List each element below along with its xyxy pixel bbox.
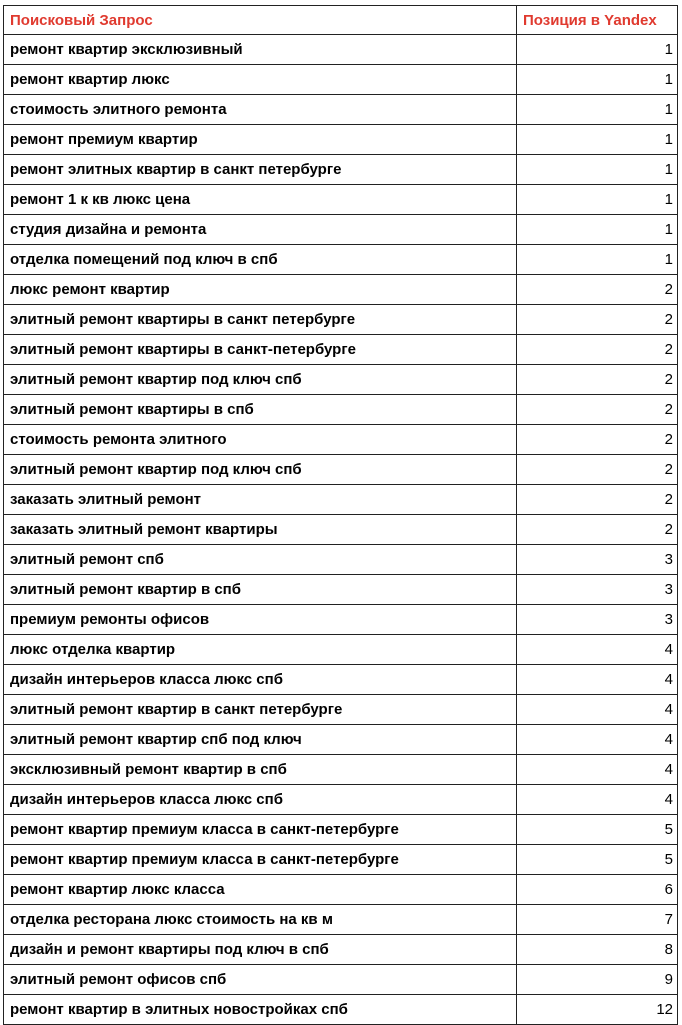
position-cell[interactable]: 2	[517, 425, 678, 455]
query-cell[interactable]: ремонт квартир премиум класса в санкт-петербурге	[4, 815, 517, 845]
query-cell[interactable]: элитный ремонт квартир спб под ключ	[4, 725, 517, 755]
query-cell[interactable]: заказать элитный ремонт	[4, 485, 517, 515]
table-row	[4, 155, 678, 185]
header-position[interactable]: Позиция в Yandex	[517, 6, 678, 35]
position-cell[interactable]: 1	[517, 125, 678, 155]
position-cell[interactable]: 2	[517, 305, 678, 335]
position-cell[interactable]: 3	[517, 575, 678, 605]
table-row	[4, 755, 678, 785]
query-cell[interactable]: элитный ремонт квартир в санкт петербурге	[4, 695, 517, 725]
table-row	[4, 335, 678, 365]
table-row	[4, 965, 678, 995]
header-row	[4, 6, 678, 35]
table-row	[4, 875, 678, 905]
table-row	[4, 245, 678, 275]
table-row	[4, 845, 678, 875]
table-row	[4, 605, 678, 635]
position-cell[interactable]: 2	[517, 485, 678, 515]
query-cell[interactable]: элитный ремонт офисов спб	[4, 965, 517, 995]
position-cell[interactable]: 2	[517, 515, 678, 545]
query-cell[interactable]: ремонт элитных квартир в санкт петербурге	[4, 155, 517, 185]
position-cell[interactable]: 4	[517, 695, 678, 725]
query-cell[interactable]: заказать элитный ремонт квартиры	[4, 515, 517, 545]
query-cell[interactable]: отделка помещений под ключ в спб	[4, 245, 517, 275]
position-cell[interactable]: 5	[517, 845, 678, 875]
position-cell[interactable]: 4	[517, 665, 678, 695]
position-cell[interactable]: 8	[517, 935, 678, 965]
position-cell[interactable]: 1	[517, 215, 678, 245]
position-cell[interactable]: 5	[517, 815, 678, 845]
position-cell[interactable]: 1	[517, 35, 678, 65]
table-row	[4, 125, 678, 155]
position-cell[interactable]: 2	[517, 335, 678, 365]
position-cell[interactable]: 1	[517, 95, 678, 125]
table-row	[4, 275, 678, 305]
table-body	[4, 6, 678, 1025]
spreadsheet	[3, 5, 678, 1025]
position-cell[interactable]: 1	[517, 155, 678, 185]
table-row	[4, 665, 678, 695]
position-cell[interactable]: 4	[517, 785, 678, 815]
query-cell[interactable]: стоимость элитного ремонта	[4, 95, 517, 125]
table-row	[4, 485, 678, 515]
query-cell[interactable]: отделка ресторана люкс стоимость на кв м	[4, 905, 517, 935]
query-cell[interactable]: ремонт 1 к кв люкс цена	[4, 185, 517, 215]
position-cell[interactable]: 1	[517, 245, 678, 275]
query-cell[interactable]: элитный ремонт квартир под ключ спб	[4, 365, 517, 395]
query-cell[interactable]: ремонт квартир в элитных новостройках спб	[4, 995, 517, 1025]
table-row	[4, 905, 678, 935]
position-cell[interactable]: 3	[517, 545, 678, 575]
table-row	[4, 455, 678, 485]
position-cell[interactable]: 4	[517, 755, 678, 785]
position-cell[interactable]: 9	[517, 965, 678, 995]
table-row	[4, 815, 678, 845]
query-cell[interactable]: люкс ремонт квартир	[4, 275, 517, 305]
table-row	[4, 305, 678, 335]
table-row	[4, 785, 678, 815]
query-cell[interactable]: дизайн интерьеров класса люкс спб	[4, 665, 517, 695]
table-row	[4, 95, 678, 125]
query-cell[interactable]: стоимость ремонта элитного	[4, 425, 517, 455]
query-cell[interactable]: премиум ремонты офисов	[4, 605, 517, 635]
query-cell[interactable]: ремонт премиум квартир	[4, 125, 517, 155]
position-cell[interactable]: 12	[517, 995, 678, 1025]
table-row	[4, 995, 678, 1025]
table-row	[4, 185, 678, 215]
query-cell[interactable]: ремонт квартир премиум класса в санкт-петербурге	[4, 845, 517, 875]
table-row	[4, 635, 678, 665]
table-row	[4, 545, 678, 575]
position-cell[interactable]: 6	[517, 875, 678, 905]
table-row	[4, 395, 678, 425]
header-query[interactable]: Поисковый Запрос	[4, 6, 517, 35]
query-cell[interactable]: элитный ремонт квартир в спб	[4, 575, 517, 605]
position-cell[interactable]: 2	[517, 365, 678, 395]
position-cell[interactable]: 4	[517, 635, 678, 665]
keywords-table	[3, 5, 678, 1025]
query-cell[interactable]: элитный ремонт квартиры в санкт петербурге	[4, 305, 517, 335]
query-cell[interactable]: ремонт квартир люкс класса	[4, 875, 517, 905]
table-row	[4, 695, 678, 725]
query-cell[interactable]: дизайн и ремонт квартиры под ключ в спб	[4, 935, 517, 965]
table-row	[4, 725, 678, 755]
table-row	[4, 515, 678, 545]
position-cell[interactable]: 7	[517, 905, 678, 935]
position-cell[interactable]: 1	[517, 65, 678, 95]
query-cell[interactable]: ремонт квартир люкс	[4, 65, 517, 95]
query-cell[interactable]: студия дизайна и ремонта	[4, 215, 517, 245]
query-cell[interactable]: элитный ремонт квартир под ключ спб	[4, 455, 517, 485]
query-cell[interactable]: эксклюзивный ремонт квартир в спб	[4, 755, 517, 785]
query-cell[interactable]: люкс отделка квартир	[4, 635, 517, 665]
position-cell[interactable]: 2	[517, 395, 678, 425]
query-cell[interactable]: элитный ремонт квартиры в санкт-петербурге	[4, 335, 517, 365]
position-cell[interactable]: 2	[517, 455, 678, 485]
position-cell[interactable]: 1	[517, 185, 678, 215]
table-row	[4, 575, 678, 605]
position-cell[interactable]: 2	[517, 275, 678, 305]
table-row	[4, 65, 678, 95]
table-row	[4, 215, 678, 245]
table-row	[4, 425, 678, 455]
query-cell[interactable]: элитный ремонт спб	[4, 545, 517, 575]
position-cell[interactable]: 3	[517, 605, 678, 635]
table-row	[4, 935, 678, 965]
query-cell[interactable]: элитный ремонт квартиры в спб	[4, 395, 517, 425]
position-cell[interactable]: 4	[517, 725, 678, 755]
table-row	[4, 35, 678, 65]
query-cell[interactable]: дизайн интерьеров класса люкс спб	[4, 785, 517, 815]
query-cell[interactable]: ремонт квартир эксклюзивный	[4, 35, 517, 65]
table-row	[4, 365, 678, 395]
